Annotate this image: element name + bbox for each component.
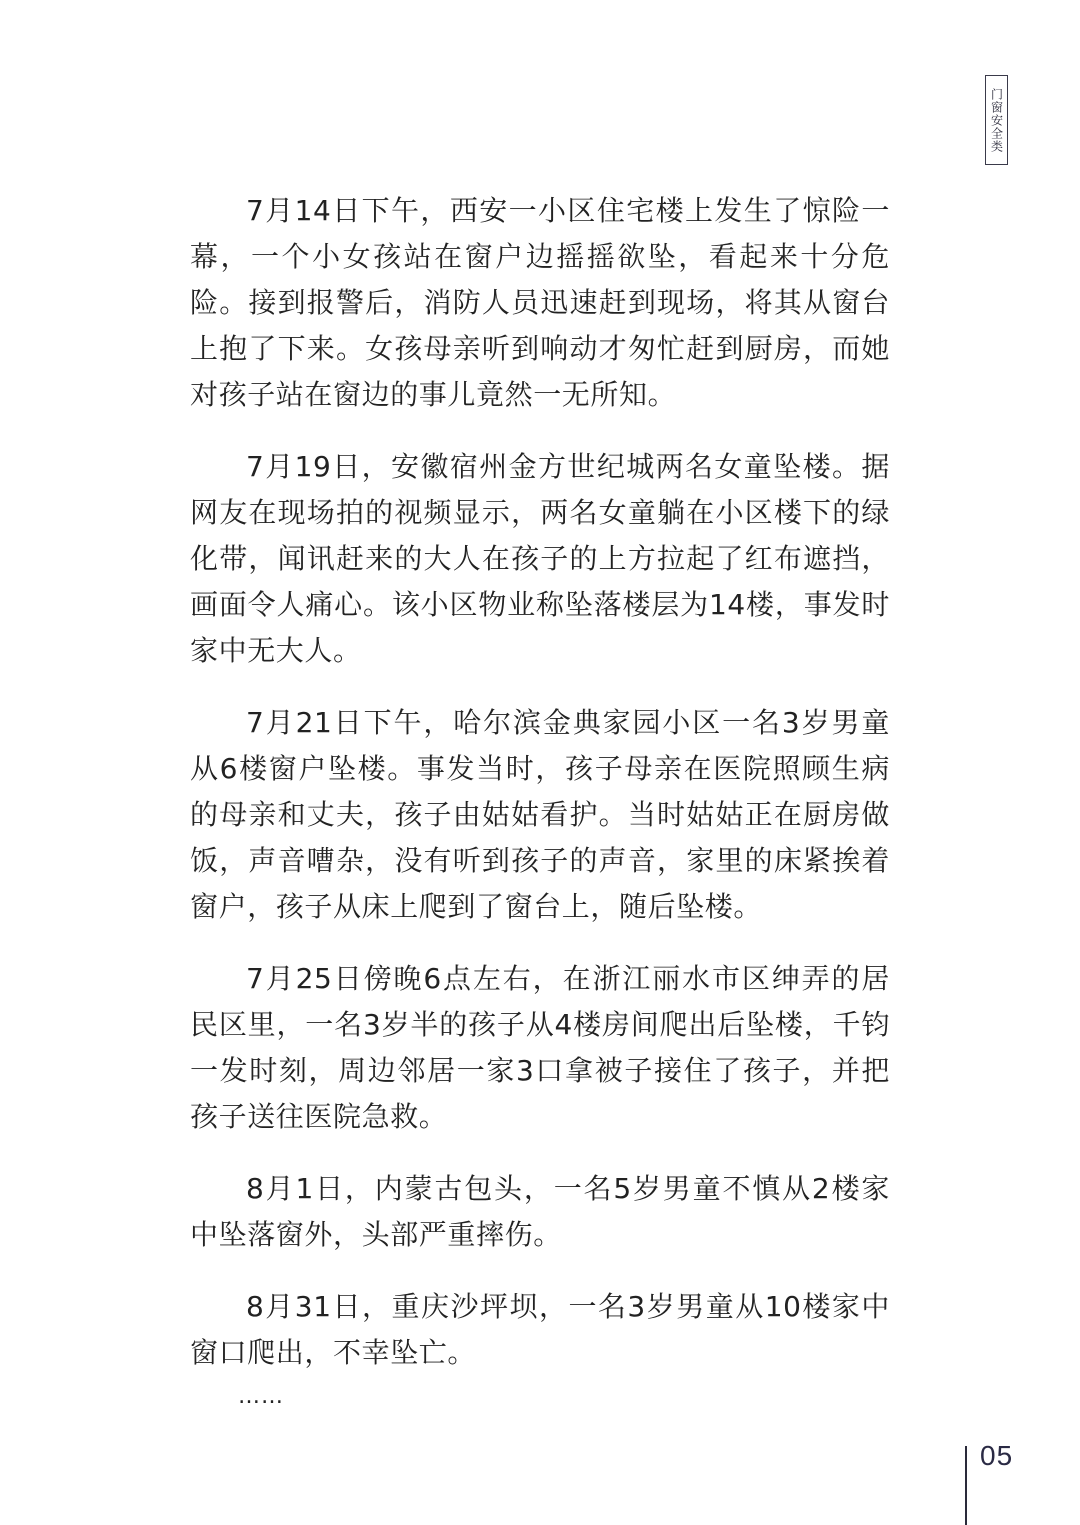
section-tab-label: 门窗安全类 [989, 87, 1004, 153]
paragraph-harbin: 7月21日下午，哈尔滨金典家园小区一名3岁男童从6楼窗户坠楼。事发当时，孩子母亲在医院照顾生病的母亲和丈夫，孩子由姑姑看护。当时姑姑正在厨房做饭，声音嘈杂，没有听到孩子的声音，家里的床紧挨着窗户，孩子从床上爬到了窗台上，随后坠楼。 [190, 706, 890, 923]
paragraph-lishui: 7月25日傍晚6点左右，在浙江丽水市区绅弄的居民区里，一名3岁半的孩子从4楼房间爬出后坠楼，千钧一发时刻，周边邻居一家3口拿被子接住了孩子，并把孩子送往医院急救。 [190, 962, 890, 1133]
paragraph-baotou: 8月1日，内蒙古包头，一名5岁男童不慎从2楼家中坠落窗外，头部严重摔伤。 [190, 1172, 890, 1251]
section-tab [985, 75, 1008, 165]
article-body [190, 188, 890, 1412]
paragraph-chongqing: 8月31日，重庆沙坪坝，一名3岁男童从10楼家中窗口爬出，不幸坠亡。 [190, 1290, 890, 1369]
ellipsis: …… [238, 1384, 284, 1409]
page-number: 05 [980, 1440, 1014, 1471]
footer-divider [965, 1446, 967, 1525]
paragraph-suzhou: 7月19日，安徽宿州金方世纪城两名女童坠楼。据网友在现场拍的视频显示，两名女童躺在小区楼下的绿化带，闻讯赶来的大人在孩子的上方拉起了红布遮挡，画面令人痛心。该小区物业称坠落楼层为14楼，事发时家中无大人。 [190, 450, 890, 667]
paragraph-xian: 7月14日下午，西安一小区住宅楼上发生了惊险一幕，一个小女孩站在窗户边摇摇欲坠，看起来十分危险。接到报警后，消防人员迅速赶到现场，将其从窗台上抱了下来。女孩母亲听到响动才匆忙赶到厨房，而她对孩子站在窗边的事儿竟然一无所知。 [190, 194, 890, 411]
